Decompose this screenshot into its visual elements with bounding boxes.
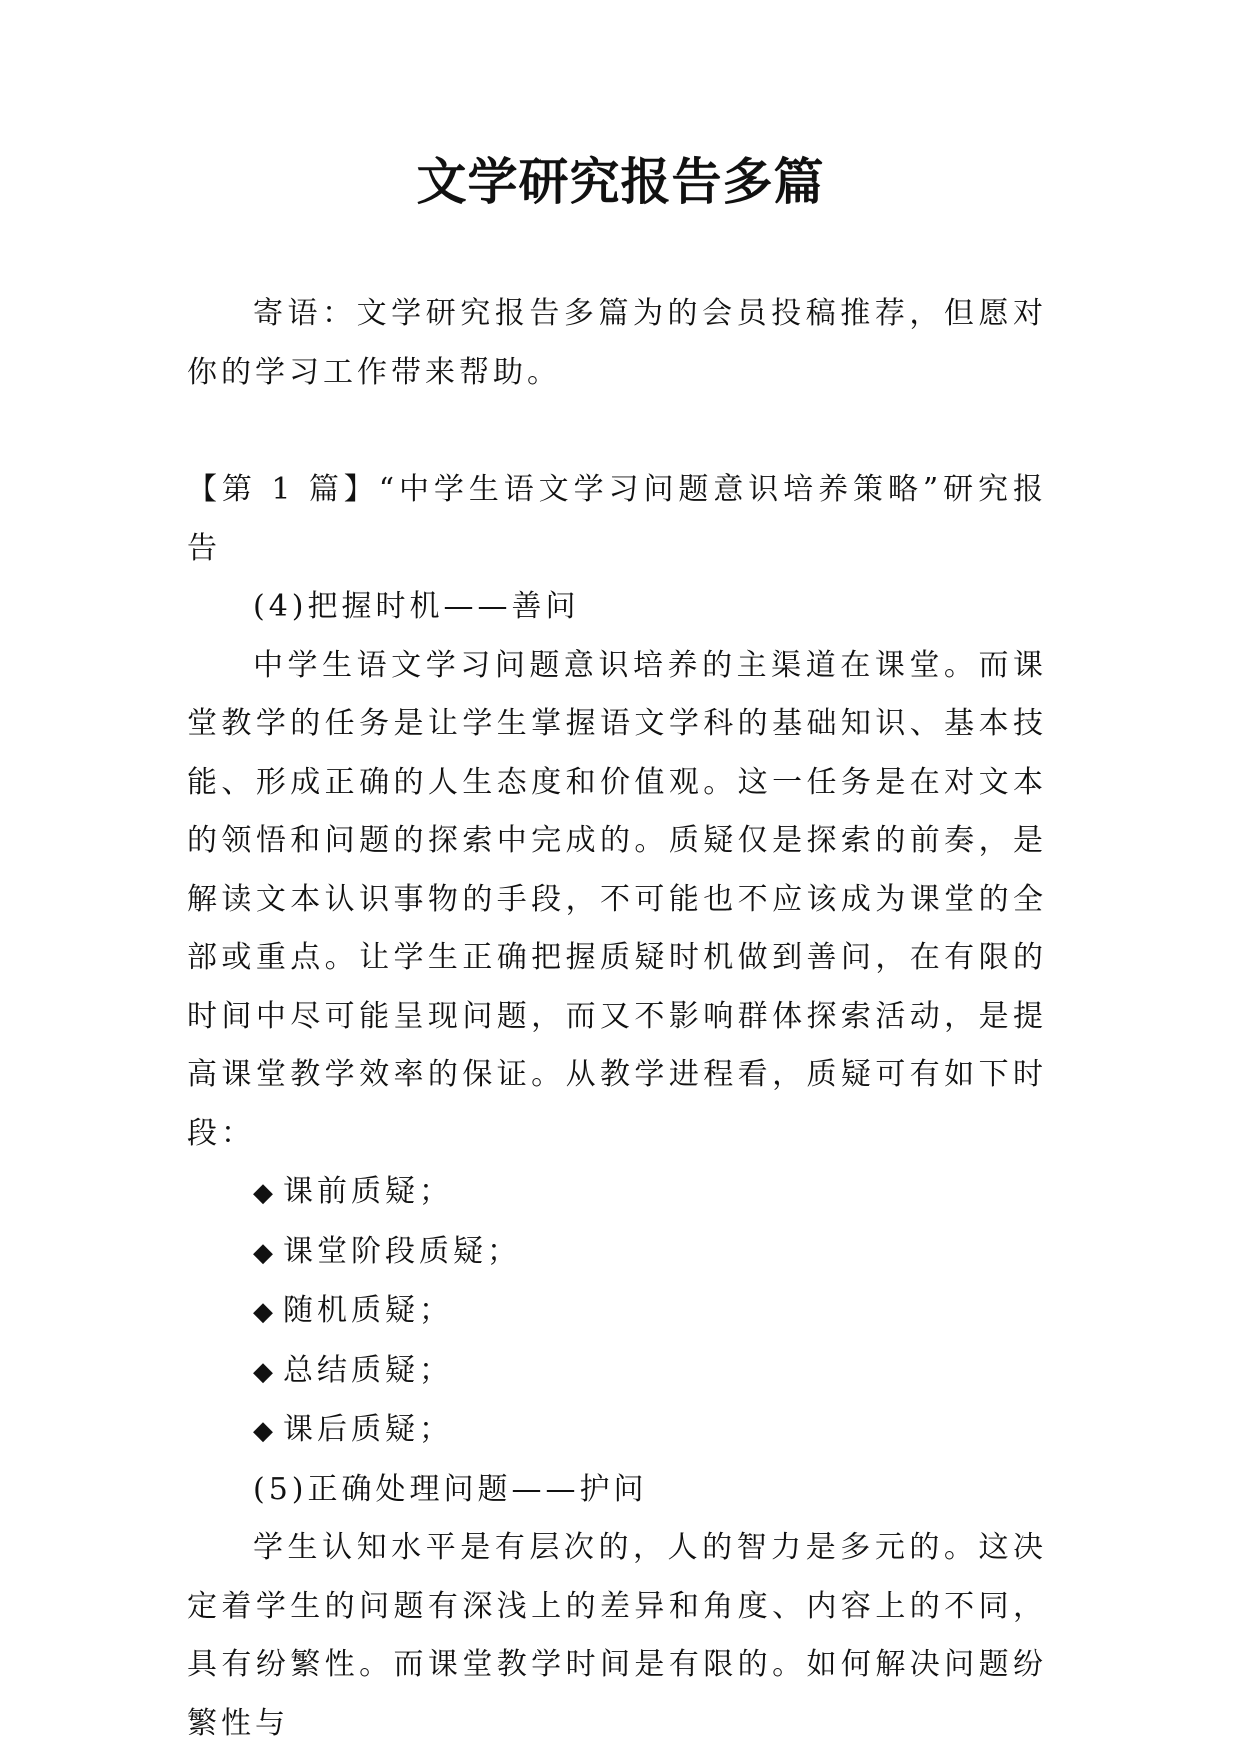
list-item-text: 随机质疑； <box>283 1293 453 1328</box>
list-item <box>187 1163 1047 1223</box>
blank-line <box>187 402 1047 461</box>
question-timing-list <box>187 1163 1047 1461</box>
diamond-bullet-icon: ◆ <box>253 1416 277 1446</box>
list-item <box>187 1223 1047 1283</box>
intro-paragraph: 寄语：文学研究报告多篇为的会员投稿推荐，但愿对你的学习工作带来帮助。 <box>187 296 1047 390</box>
list-item <box>187 1401 1047 1461</box>
list-item <box>187 1282 1047 1342</box>
list-item-text: 总结质疑； <box>283 1352 453 1388</box>
document-title: 文学研究报告多篇 <box>416 152 825 211</box>
list-item-text: 课堂阶段质疑； <box>283 1233 521 1269</box>
list-item-text: 课后质疑； <box>283 1412 453 1447</box>
diamond-bullet-icon: ◆ <box>253 1237 277 1268</box>
subheading-5: (5)正确处理问题——护问 <box>253 1471 648 1507</box>
diamond-bullet-icon: ◆ <box>253 1297 277 1327</box>
diamond-bullet-icon: ◆ <box>253 1178 277 1208</box>
document-body <box>187 285 1047 1753</box>
list-item-text: 课前质疑； <box>283 1174 453 1209</box>
section-heading: 【第 1 篇】“中学生语文学习问题意识培养策略”研究报告 <box>187 472 1047 566</box>
diamond-bullet-icon: ◆ <box>253 1356 277 1387</box>
list-item <box>187 1342 1047 1402</box>
body-paragraph-2: 学生认知水平是有层次的，人的智力是多元的。这决定着学生的问题有深浅上的差异和角度、内容上的不同，具有纷繁性。而课堂教学时间是有限的。如何解决问题纷繁性与 <box>187 1530 1047 1741</box>
body-paragraph-1: 中学生语文学习问题意识培养的主渠道在课堂。而课堂教学的任务是让学生掌握语文学科的基础知识、基本技能、形成正确的人生态度和价值观。这一任务是在对文本的领悟和问题的探索中完成的。质疑仅是探索的前奏，是解读文本认识事物的手段，不可能也不应该成为课堂的全部或重点。让学生正确把握质疑时机做到善问，在有限的时间中尽可能呈现问题，而又不影响群体探索活动，是提高课堂教学效率的保证。从教学进程看，质疑可有如下时段： <box>187 647 1047 1151</box>
subheading-4: (4)把握时机——善问 <box>253 589 580 624</box>
